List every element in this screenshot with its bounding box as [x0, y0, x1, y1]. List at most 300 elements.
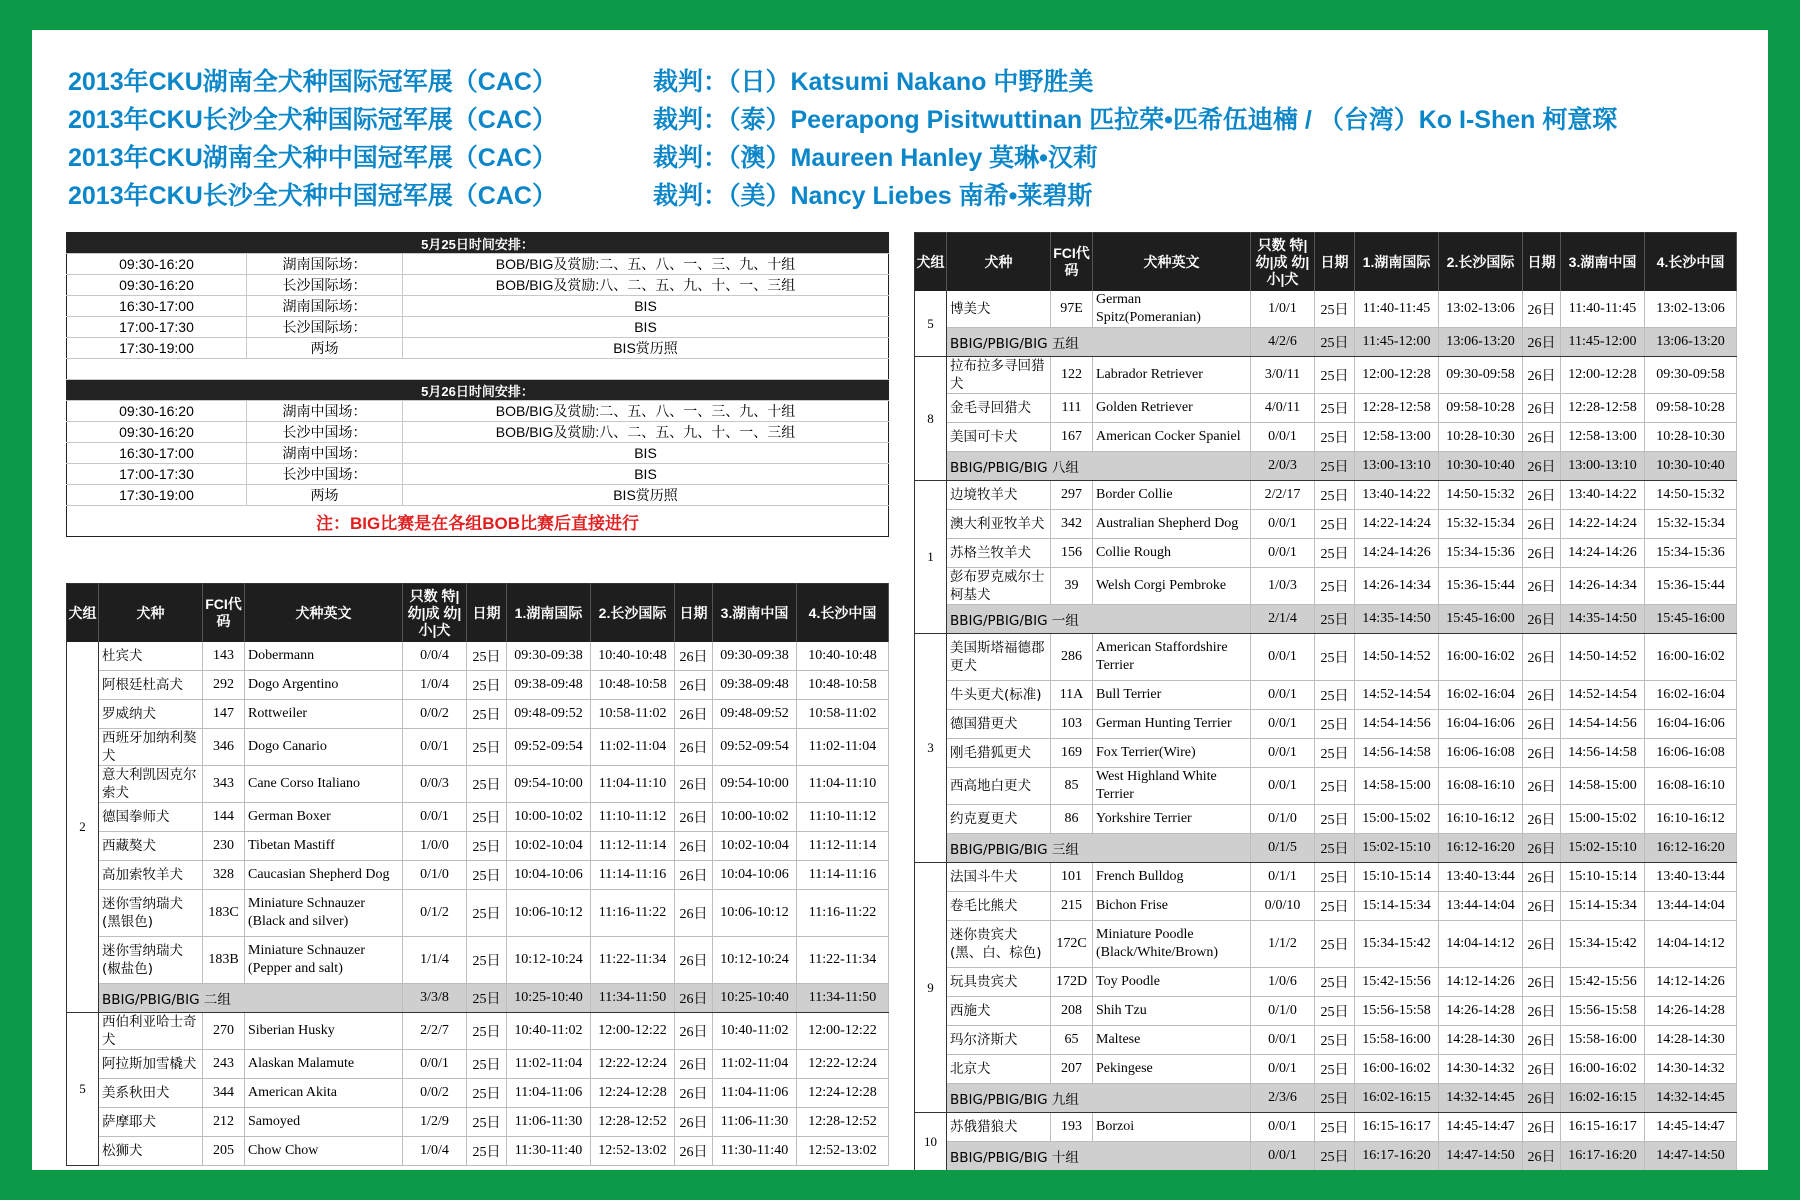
fci-code: 344: [203, 1079, 245, 1108]
schedule-venue: 长沙中国场：: [247, 422, 403, 443]
breed-row: [67, 642, 889, 671]
breed-name-en: Dobermann: [245, 642, 403, 671]
time-changsha-cn: 16:08-16:10: [1645, 768, 1737, 805]
breed-name-en: Chow Chow: [245, 1137, 403, 1166]
schedule-time: 17:00-17:30: [67, 317, 247, 338]
col-header-counts: 只数 特|幼|成 幼|小|犬: [403, 584, 467, 643]
event-title: 2013年CKU长沙全犬种中国冠军展（CAC）: [68, 182, 557, 210]
entry-count: 0/0/1: [1251, 710, 1315, 739]
time-hunan-cn: 12:28-12:58: [1561, 394, 1645, 423]
group-summary-label: BBIG/PBIG/BIG 一组: [947, 605, 1251, 634]
time-changsha-intl: 16:10-16:12: [1439, 805, 1523, 834]
time-hunan-cn: 14:35-14:50: [1561, 605, 1645, 634]
schedule-row: [67, 317, 889, 338]
breed-name-zh: 迷你贵宾犬(黑、白、棕色): [947, 921, 1051, 968]
breed-name-zh: 北京犬: [947, 1055, 1051, 1084]
entry-count: 2/1/4: [1251, 605, 1315, 634]
entry-count: 0/0/1: [1251, 423, 1315, 452]
breed-name-zh: 美系秋田犬: [99, 1079, 203, 1108]
time-changsha-intl: 09:58-10:28: [1439, 394, 1523, 423]
date-day1: 25日: [1315, 739, 1355, 768]
col-header-hunan-intl: 1.湖南国际: [507, 584, 591, 643]
entry-count: 1/0/1: [1251, 291, 1315, 328]
entry-count: 0/0/1: [1251, 1026, 1315, 1055]
entry-count: 1/0/3: [1251, 568, 1315, 605]
event-title: 2013年CKU湖南全犬种中国冠军展（CAC）: [68, 144, 557, 172]
time-changsha-intl: 16:00-16:02: [1439, 634, 1523, 681]
time-changsha-cn: 09:30-09:58: [1645, 357, 1737, 394]
time-changsha-intl: 11:34-11:50: [591, 984, 675, 1013]
entry-count: 0/0/3: [403, 766, 467, 803]
group-number: 8: [915, 357, 947, 481]
date-day2: 26日: [675, 1050, 713, 1079]
breed-name-zh: 阿拉斯加雪橇犬: [99, 1050, 203, 1079]
breed-name-zh: 德国拳师犬: [99, 803, 203, 832]
time-changsha-cn: 11:10-11:12: [797, 803, 889, 832]
time-hunan-intl: 14:24-14:26: [1355, 539, 1439, 568]
breed-row: [67, 729, 889, 766]
date-day2: 26日: [1523, 921, 1561, 968]
fci-code: 193: [1051, 1113, 1093, 1142]
time-hunan-cn: 16:00-16:02: [1561, 1055, 1645, 1084]
date-day1: 25日: [467, 1108, 507, 1137]
schedule-event: BIS: [403, 296, 889, 317]
time-changsha-cn: 11:02-11:04: [797, 729, 889, 766]
time-changsha-intl: 10:28-10:30: [1439, 423, 1523, 452]
schedule-row: [67, 338, 889, 359]
schedule-event: BIS赏历照: [403, 485, 889, 506]
fci-code: 270: [203, 1013, 245, 1050]
col-header-breed: 犬种: [99, 584, 203, 643]
col-header-counts: 只数 特|幼|成 幼|小|犬: [1251, 233, 1315, 292]
time-hunan-cn: 10:06-10:12: [713, 890, 797, 937]
entry-count: 2/3/6: [1251, 1084, 1315, 1113]
date-day2: 26日: [1523, 1055, 1561, 1084]
date-day2: 26日: [1523, 739, 1561, 768]
breed-row: [67, 1137, 889, 1166]
time-hunan-cn: 14:50-14:52: [1561, 634, 1645, 681]
date-day1: 25日: [467, 861, 507, 890]
breed-name-zh: 罗威纳犬: [99, 700, 203, 729]
time-changsha-cn: 15:32-15:34: [1645, 510, 1737, 539]
fci-code: 65: [1051, 1026, 1093, 1055]
time-changsha-cn: 15:45-16:00: [1645, 605, 1737, 634]
date-day2: 26日: [1523, 997, 1561, 1026]
col-header-hunan-cn: 3.湖南中国: [1561, 233, 1645, 292]
breed-name-en: Welsh Corgi Pembroke: [1093, 568, 1251, 605]
time-changsha-intl: 09:30-09:58: [1439, 357, 1523, 394]
judge-info: 裁判：（美）Nancy Liebes 南希•莱碧斯: [653, 182, 1093, 210]
breed-name-zh: 迷你雪纳瑞犬(黑银色): [99, 890, 203, 937]
fci-code: 122: [1051, 357, 1093, 394]
date-day1: 25日: [1315, 423, 1355, 452]
time-changsha-cn: 15:36-15:44: [1645, 568, 1737, 605]
schedule-venue: 长沙中国场：: [247, 464, 403, 485]
time-hunan-intl: 10:00-10:02: [507, 803, 591, 832]
time-hunan-intl: 12:58-13:00: [1355, 423, 1439, 452]
entry-count: 3/0/11: [1251, 357, 1315, 394]
fci-code: 172D: [1051, 968, 1093, 997]
schedule-event: BOB/BIG及赏励:二、五、八、一、三、九、十组: [403, 254, 889, 275]
time-changsha-cn: 14:28-14:30: [1645, 1026, 1737, 1055]
col-header-group: 犬组: [67, 584, 99, 643]
time-changsha-intl: 12:00-12:22: [591, 1013, 675, 1050]
group-summary-row: [915, 1084, 1737, 1113]
fci-code: 205: [203, 1137, 245, 1166]
breed-name-zh: 阿根廷杜高犬: [99, 671, 203, 700]
date-day2: 26日: [675, 890, 713, 937]
date-day1: 25日: [1315, 805, 1355, 834]
entry-count: 0/1/5: [1251, 834, 1315, 863]
date-day2: 26日: [1523, 681, 1561, 710]
breed-name-zh: 玛尔济斯犬: [947, 1026, 1051, 1055]
date-day2: 26日: [1523, 1113, 1561, 1142]
time-hunan-intl: 16:15-16:17: [1355, 1113, 1439, 1142]
time-hunan-cn: 14:52-14:54: [1561, 681, 1645, 710]
time-changsha-intl: 16:02-16:04: [1439, 681, 1523, 710]
schedule-time: 17:30-19:00: [67, 485, 247, 506]
breed-name-en: Collie Rough: [1093, 539, 1251, 568]
breed-row: [67, 832, 889, 861]
date-day1: 25日: [1315, 681, 1355, 710]
entry-count: 1/0/4: [403, 671, 467, 700]
time-hunan-cn: 15:10-15:14: [1561, 863, 1645, 892]
breed-row: [915, 1113, 1737, 1142]
time-changsha-intl: 14:26-14:28: [1439, 997, 1523, 1026]
time-changsha-intl: 11:10-11:12: [591, 803, 675, 832]
breed-name-en: Bull Terrier: [1093, 681, 1251, 710]
time-changsha-cn: 16:10-16:12: [1645, 805, 1737, 834]
col-header-fci: FCI代码: [1051, 233, 1093, 292]
time-changsha-intl: 11:22-11:34: [591, 937, 675, 984]
date-day1: 25日: [467, 766, 507, 803]
fci-code: 208: [1051, 997, 1093, 1026]
entry-count: 0/0/1: [1251, 1142, 1315, 1171]
breed-row: [67, 1079, 889, 1108]
time-changsha-intl: 11:14-11:16: [591, 861, 675, 890]
time-changsha-cn: 12:52-13:02: [797, 1137, 889, 1166]
date-day1: 25日: [1315, 997, 1355, 1026]
fci-code: 11A: [1051, 681, 1093, 710]
time-changsha-cn: 14:04-14:12: [1645, 921, 1737, 968]
col-header-changsha-intl: 2.长沙国际: [591, 584, 675, 643]
time-hunan-intl: 15:56-15:58: [1355, 997, 1439, 1026]
date-day2: 26日: [1523, 863, 1561, 892]
entry-count: 1/0/4: [403, 1137, 467, 1166]
group-summary-label: BBIG/PBIG/BIG 十组: [947, 1142, 1251, 1171]
time-hunan-cn: 09:38-09:48: [713, 671, 797, 700]
breed-name-en: German Boxer: [245, 803, 403, 832]
breed-row: [915, 892, 1737, 921]
breed-name-en: Yorkshire Terrier: [1093, 805, 1251, 834]
col-header-date: 日期: [1523, 233, 1561, 292]
time-changsha-intl: 12:28-12:52: [591, 1108, 675, 1137]
spacer-cell: [67, 359, 889, 380]
schedule-time: 09:30-16:20: [67, 275, 247, 296]
col-header-changsha-cn: 4.长沙中国: [1645, 233, 1737, 292]
col-header-changsha-cn: 4.长沙中国: [797, 584, 889, 643]
breed-row: [67, 671, 889, 700]
breed-name-en: Labrador Retriever: [1093, 357, 1251, 394]
entry-count: 0/0/1: [403, 729, 467, 766]
date-day1: 25日: [1315, 452, 1355, 481]
breed-name-en: Tibetan Mastiff: [245, 832, 403, 861]
schedule-time: 16:30-17:00: [67, 443, 247, 464]
time-hunan-cn: 09:30-09:38: [713, 642, 797, 671]
fci-code: 103: [1051, 710, 1093, 739]
date-day1: 25日: [467, 729, 507, 766]
schedule-time: 09:30-16:20: [67, 254, 247, 275]
breed-name-en: Bichon Frise: [1093, 892, 1251, 921]
breed-name-zh: 边境牧羊犬: [947, 481, 1051, 510]
time-changsha-intl: 15:36-15:44: [1439, 568, 1523, 605]
date-day2: 26日: [1523, 968, 1561, 997]
breed-name-en: Borzoi: [1093, 1113, 1251, 1142]
time-hunan-cn: 14:56-14:58: [1561, 739, 1645, 768]
time-hunan-cn: 09:52-09:54: [713, 729, 797, 766]
entry-count: 1/1/4: [403, 937, 467, 984]
schedule-event: BOB/BIG及赏励:八、二、五、九、十、一、三组: [403, 275, 889, 296]
time-changsha-intl: 14:28-14:30: [1439, 1026, 1523, 1055]
group-summary-label: BBIG/PBIG/BIG 五组: [947, 328, 1251, 357]
col-header-date: 日期: [467, 584, 507, 643]
breed-name-zh: 玩具贵宾犬: [947, 968, 1051, 997]
time-changsha-cn: 12:28-12:52: [797, 1108, 889, 1137]
breed-name-zh: 牛头更犬(标准): [947, 681, 1051, 710]
breed-name-en: Shih Tzu: [1093, 997, 1251, 1026]
schedule-venue: 湖南国际场：: [247, 296, 403, 317]
schedule-event: BIS赏历照: [403, 338, 889, 359]
time-changsha-intl: 14:12-14:26: [1439, 968, 1523, 997]
time-changsha-intl: 12:24-12:28: [591, 1079, 675, 1108]
date-day2: 26日: [675, 1108, 713, 1137]
breed-name-zh: 美国可卡犬: [947, 423, 1051, 452]
breed-name-zh: 法国斗牛犬: [947, 863, 1051, 892]
time-hunan-intl: 09:54-10:00: [507, 766, 591, 803]
entry-count: 3/3/8: [403, 984, 467, 1013]
time-hunan-cn: 09:54-10:00: [713, 766, 797, 803]
breed-name-zh: 博美犬: [947, 291, 1051, 328]
time-hunan-intl: 15:10-15:14: [1355, 863, 1439, 892]
breed-row: [67, 766, 889, 803]
date-day1: 25日: [1315, 328, 1355, 357]
header-line-2: [68, 100, 1618, 136]
breed-row: [67, 937, 889, 984]
time-hunan-intl: 10:12-10:24: [507, 937, 591, 984]
time-changsha-intl: 10:48-10:58: [591, 671, 675, 700]
time-hunan-cn: 14:26-14:34: [1561, 568, 1645, 605]
date-day1: 25日: [467, 1013, 507, 1050]
breed-name-en: Samoyed: [245, 1108, 403, 1137]
group-summary-row: [915, 328, 1737, 357]
time-hunan-intl: 13:40-14:22: [1355, 481, 1439, 510]
fci-code: 292: [203, 671, 245, 700]
breed-name-en: Caucasian Shepherd Dog: [245, 861, 403, 890]
entry-count: 0/0/4: [403, 642, 467, 671]
time-hunan-cn: 12:00-12:28: [1561, 357, 1645, 394]
group-summary-row: [915, 605, 1737, 634]
breed-name-en: Pekingese: [1093, 1055, 1251, 1084]
time-hunan-cn: 11:04-11:06: [713, 1079, 797, 1108]
breed-name-en: Maltese: [1093, 1026, 1251, 1055]
group-summary-row: [67, 984, 889, 1013]
breed-name-en: American Staffordshire Terrier: [1093, 634, 1251, 681]
entry-count: 0/0/1: [403, 1050, 467, 1079]
time-changsha-cn: 12:22-12:24: [797, 1050, 889, 1079]
fci-code: 97E: [1051, 291, 1093, 328]
date-day1: 25日: [1315, 394, 1355, 423]
breed-name-en: Golden Retriever: [1093, 394, 1251, 423]
schedule-event: BOB/BIG及赏励:八、二、五、九、十、一、三组: [403, 422, 889, 443]
breed-row: [67, 803, 889, 832]
date-day1: 25日: [1315, 968, 1355, 997]
breed-name-en: American Akita: [245, 1079, 403, 1108]
fci-code: 86: [1051, 805, 1093, 834]
time-changsha-intl: 10:58-11:02: [591, 700, 675, 729]
time-hunan-cn: 11:45-12:00: [1561, 328, 1645, 357]
date-day1: 25日: [1315, 1113, 1355, 1142]
date-day2: 26日: [675, 1013, 713, 1050]
date-day2: 26日: [1523, 481, 1561, 510]
day-title: 5月25日时间安排：: [67, 233, 889, 254]
schedule-row: [67, 296, 889, 317]
col-header-hunan-intl: 1.湖南国际: [1355, 233, 1439, 292]
group-number: 5: [67, 1013, 99, 1166]
time-hunan-intl: 14:26-14:34: [1355, 568, 1439, 605]
time-hunan-intl: 10:40-11:02: [507, 1013, 591, 1050]
schedule-day-header: [67, 380, 889, 401]
time-hunan-cn: 11:02-11:04: [713, 1050, 797, 1079]
breed-name-en: American Cocker Spaniel: [1093, 423, 1251, 452]
time-hunan-intl: 12:28-12:58: [1355, 394, 1439, 423]
breed-row: [67, 1108, 889, 1137]
entry-count: 0/0/1: [1251, 539, 1315, 568]
time-changsha-intl: 11:12-11:14: [591, 832, 675, 861]
schedule-event: BIS: [403, 443, 889, 464]
day-title: 5月26日时间安排：: [67, 380, 889, 401]
date-day2: 26日: [1523, 357, 1561, 394]
time-changsha-intl: 10:30-10:40: [1439, 452, 1523, 481]
time-hunan-intl: 10:04-10:06: [507, 861, 591, 890]
date-day1: 25日: [1315, 634, 1355, 681]
time-hunan-intl: 14:35-14:50: [1355, 605, 1439, 634]
time-changsha-cn: 14:47-14:50: [1645, 1142, 1737, 1171]
date-day1: 25日: [467, 700, 507, 729]
date-day1: 25日: [467, 984, 507, 1013]
breed-row: [915, 739, 1737, 768]
breed-row: [915, 768, 1737, 805]
breed-row: [67, 1050, 889, 1079]
breed-row: [915, 634, 1737, 681]
date-day2: 26日: [1523, 710, 1561, 739]
breed-name-zh: 迷你雪纳瑞犬(椒盐色): [99, 937, 203, 984]
fci-code: 212: [203, 1108, 245, 1137]
breed-name-en: Miniature Schnauzer (Pepper and salt): [245, 937, 403, 984]
group-summary-row: [915, 834, 1737, 863]
schedule-row: [67, 275, 889, 296]
time-hunan-intl: 15:14-15:34: [1355, 892, 1439, 921]
date-day2: 26日: [1523, 291, 1561, 328]
breed-name-zh: 刚毛猎狐更犬: [947, 739, 1051, 768]
fci-code: 156: [1051, 539, 1093, 568]
breed-name-zh: 彭布罗克威尔士柯基犬: [947, 568, 1051, 605]
breed-row: [915, 291, 1737, 328]
header-line-1: [68, 62, 1094, 98]
time-hunan-cn: 10:25-10:40: [713, 984, 797, 1013]
entry-count: 0/0/1: [1251, 768, 1315, 805]
entry-count: 4/2/6: [1251, 328, 1315, 357]
schedule-venue: 湖南中国场：: [247, 443, 403, 464]
time-hunan-cn: 16:15-16:17: [1561, 1113, 1645, 1142]
time-hunan-intl: 14:50-14:52: [1355, 634, 1439, 681]
time-hunan-intl: 16:00-16:02: [1355, 1055, 1439, 1084]
fci-code: 111: [1051, 394, 1093, 423]
breed-name-en: Toy Poodle: [1093, 968, 1251, 997]
time-changsha-cn: 13:06-13:20: [1645, 328, 1737, 357]
time-hunan-intl: 15:00-15:02: [1355, 805, 1439, 834]
breed-name-zh: 高加索牧羊犬: [99, 861, 203, 890]
judge-info: 裁判：（泰）Peerapong Pisitwuttinan 匹拉荣•匹希伍迪楠 / （台湾）Ko I-Shen 柯意琛: [653, 106, 1618, 134]
time-changsha-intl: 14:50-15:32: [1439, 481, 1523, 510]
time-changsha-cn: 11:16-11:22: [797, 890, 889, 937]
header-row: [67, 584, 889, 643]
breed-row: [915, 568, 1737, 605]
time-changsha-intl: 16:08-16:10: [1439, 768, 1523, 805]
date-day1: 25日: [1315, 768, 1355, 805]
group-summary-row: [915, 1142, 1737, 1171]
fci-code: 346: [203, 729, 245, 766]
breed-row: [67, 1013, 889, 1050]
time-changsha-intl: 13:02-13:06: [1439, 291, 1523, 328]
time-changsha-cn: 11:34-11:50: [797, 984, 889, 1013]
time-hunan-cn: 15:58-16:00: [1561, 1026, 1645, 1055]
poster-sheet: [32, 30, 1768, 1170]
time-hunan-cn: 15:14-15:34: [1561, 892, 1645, 921]
schedule-venue: 长沙国际场：: [247, 317, 403, 338]
date-day2: 26日: [675, 671, 713, 700]
time-hunan-cn: 15:02-15:10: [1561, 834, 1645, 863]
fci-code: 183B: [203, 937, 245, 984]
date-day2: 26日: [1523, 605, 1561, 634]
time-hunan-cn: 11:06-11:30: [713, 1108, 797, 1137]
time-changsha-cn: 11:22-11:34: [797, 937, 889, 984]
breed-row: [67, 890, 889, 937]
date-day2: 26日: [675, 861, 713, 890]
group-number: 1: [915, 481, 947, 634]
date-day1: 25日: [1315, 1084, 1355, 1113]
time-hunan-intl: 11:06-11:30: [507, 1108, 591, 1137]
fci-code: 243: [203, 1050, 245, 1079]
group-summary-label: BBIG/PBIG/BIG 二组: [99, 984, 403, 1013]
date-day2: 26日: [1523, 805, 1561, 834]
date-day2: 26日: [1523, 423, 1561, 452]
schedule-row: [67, 422, 889, 443]
breed-name-zh: 杜宾犬: [99, 642, 203, 671]
time-hunan-intl: 10:25-10:40: [507, 984, 591, 1013]
time-changsha-cn: 16:02-16:04: [1645, 681, 1737, 710]
col-header-date: 日期: [1315, 233, 1355, 292]
date-day1: 25日: [1315, 1142, 1355, 1171]
date-day1: 25日: [467, 1137, 507, 1166]
breed-name-zh: 约克夏更犬: [947, 805, 1051, 834]
breed-row: [915, 805, 1737, 834]
time-hunan-cn: 10:04-10:06: [713, 861, 797, 890]
event-title: 2013年CKU湖南全犬种国际冠军展（CAC）: [68, 68, 557, 96]
fci-code: 328: [203, 861, 245, 890]
group-summary-label: BBIG/PBIG/BIG 九组: [947, 1084, 1251, 1113]
date-day2: 26日: [675, 642, 713, 671]
time-changsha-intl: 15:45-16:00: [1439, 605, 1523, 634]
